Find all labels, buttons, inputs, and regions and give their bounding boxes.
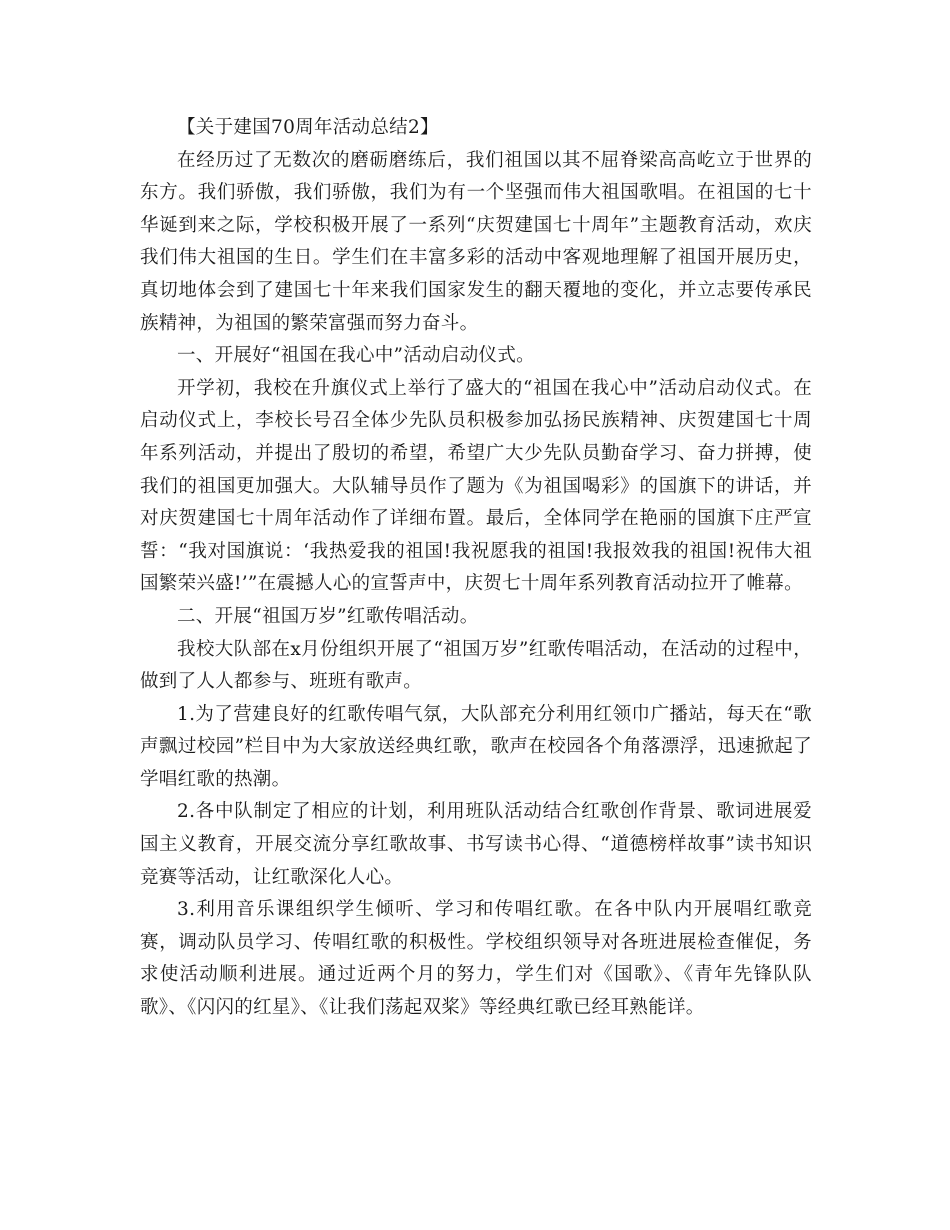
intro-paragraph: 在经历过了无数次的磨砺磨练后，我们祖国以其不屈脊梁高高屹立于世界的东方。我们骄傲，我们骄傲，我们为有一个坚强而伟大祖国歌唱。在祖国的七十华诞到来之际，学校积极开展了一系列“庆贺建国七十周年”主题教育活动，欢庆我们伟大祖国的生日。学生们在丰富多彩的活动中客观地理解了祖国开展历史，真切地体会到了建国七十年来我们国家发生的翻天覆地的变化，并立志要传承民族精神，为祖国的繁荣富强而努力奋斗。 <box>140 149 812 334</box>
section-two-paragraph: 我校大队部在x月份组织开展了“祖国万岁”红歌传唱活动，在活动的过程中，做到了人人都参与、班班有歌声。 <box>140 638 812 693</box>
section-one-paragraph: 开学初，我校在升旗仪式上举行了盛大的“祖国在我心中”活动启动仪式。在启动仪式上，李校长号召全体少先队员积极参加弘扬民族精神、庆贺建国七十周年系列活动，并提出了殷切的希望，希望广大少先队员勤奋学习、奋力拼搏，使我们的祖国更加强大。大队辅导员作了题为《为祖国喝彩》的国旗下的讲话，并对庆贺建国七十周年活动作了详细布置。最后，全体同学在艳丽的国旗下庄严宣誓：“我对国旗说：‘我热爱我的祖国!我祝愿我的祖国!我报效我的祖国!祝伟大祖国繁荣兴盛!’”在震撼人心的宣誓声中，庆贺七十周年系列教育活动拉开了帷幕。 <box>140 377 812 595</box>
document-page <box>140 112 812 1025</box>
list-item-3: 3.利用音乐课组织学生倾听、学习和传唱红歌。在各中队内开展唱红歌竞赛，调动队员学习、传唱红歌的积极性。学校组织领导对各班进展检查催促，务求使活动顺利进展。通过近两个月的努力，学生们对《国歌》、《青年先锋队队歌》、《闪闪的红星》、《让我们荡起双桨》等经典红歌已经耳熟能详。 <box>140 899 812 1019</box>
list-item-1: 1.为了营建良好的红歌传唱气氛，大队部充分利用红领巾广播站，每天在“歌声飘过校园”栏目中为大家放送经典红歌，歌声在校园各个角落漂浮，迅速掀起了学唱红歌的热潮。 <box>140 703 812 790</box>
document-heading: 【关于建国70周年活动总结2】 <box>177 117 439 138</box>
list-item-2: 2.各中队制定了相应的计划，利用班队活动结合红歌创作背景、歌词进展爱国主义教育，开展交流分享红歌故事、书写读书心得、“道德榜样故事”读书知识竞赛等活动，让红歌深化人心。 <box>140 801 812 888</box>
section-one-title: 一、开展好“祖国在我心中”活动启动仪式。 <box>177 345 535 367</box>
section-two-title: 二、开展“祖国万岁”红歌传唱活动。 <box>177 605 479 627</box>
